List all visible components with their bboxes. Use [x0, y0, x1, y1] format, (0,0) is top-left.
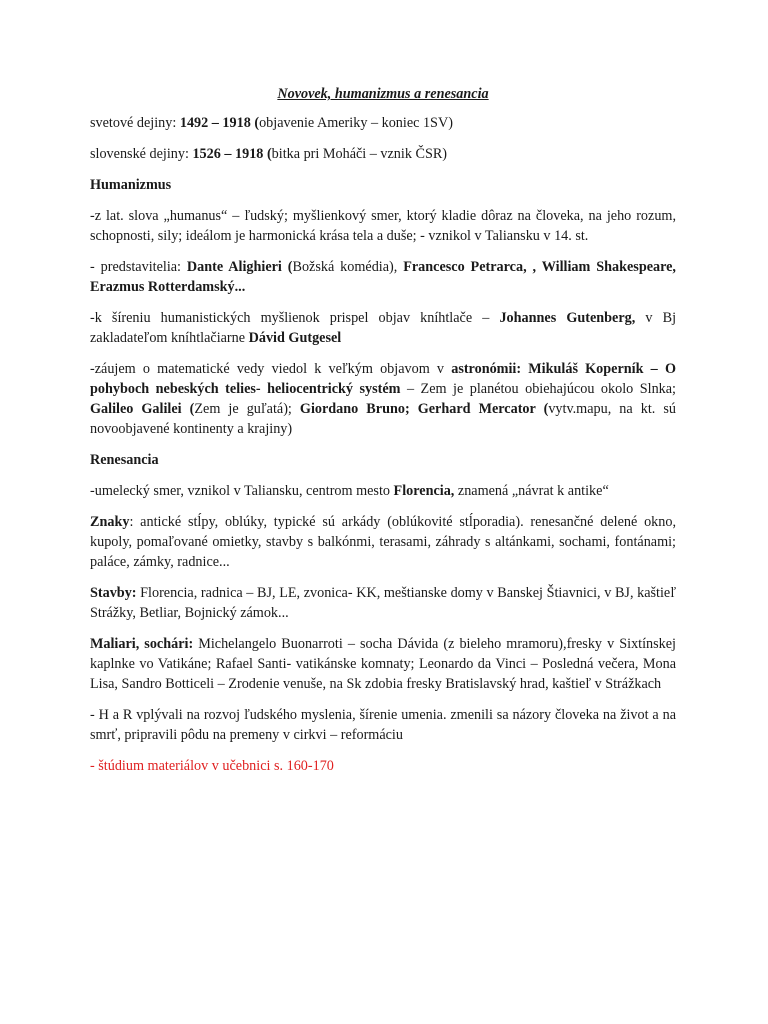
- slovak-history-paren: (: [263, 146, 272, 162]
- other-representatives: Francesco Petrarca, , William Shakespeare, Erazmus Rotterdamský...: [90, 259, 676, 295]
- buildings-text: Florencia, radnica – BJ, LE, zvonica- KK, meštianske domy v Banskej Štiavnici, v BJ, kaštieľ Strážky, Betliar, Bojnický zámok...: [90, 585, 676, 621]
- humanism-definition: -z lat. slova „humanus“ – ľudský; myšlienkový smer, ktorý kladie dôraz na človeka, na jeho rozum, schopnosti, sily; ideálom je harmonická krása tela a duše; - vznikol v Taliansku v 14. st.: [90, 208, 676, 244]
- world-history-text: objavenie Ameriky – koniec 1SV): [259, 115, 453, 131]
- world-history-years: 1492 – 1918: [179, 115, 251, 131]
- world-history-line: [90, 113, 676, 133]
- painters-paragraph: [90, 634, 676, 694]
- renaissance-heading: [90, 450, 676, 470]
- painters-text: Michelangelo Buonarroti – socha Dávida (z bieleho mramoru),fresky v Sixtínskej kaplnke vo Vatikáne; Rafael Santi- vatikánske komnaty; Leonardo da Vinci – Posledná večera, Mona Lisa, Sandro Botticeli – Zrodenie venuše, na Sk zdobia fresky Bratislavský hrad, kaštieľ v Strážkach: [90, 636, 676, 692]
- signs-paragraph: [90, 512, 676, 572]
- renaissance-definition: [90, 481, 676, 501]
- renaissance-heading-text: Renesancia: [90, 452, 159, 468]
- slovak-history-years: 1526 – 1918: [192, 146, 264, 162]
- science-prefix: -záujem o matematické vedy viedol k veľkým objavom v: [90, 361, 452, 377]
- representatives-prefix: - predstavitelia:: [90, 259, 187, 275]
- astronomy-copernicus: astronómii: Mikuláš Koperník – O pohyboch nebeských telies- heliocentrický systém: [90, 361, 676, 397]
- dante-work: Božská komédia),: [292, 259, 404, 275]
- painters-label: Maliari, sochári:: [90, 636, 194, 652]
- humanism-heading: [90, 175, 676, 195]
- science-paragraph: [90, 359, 676, 439]
- humanism-representatives: [90, 257, 676, 297]
- humanism-heading-text: Humanizmus: [90, 177, 172, 193]
- gutenberg-name: Johannes Gutenberg,: [499, 310, 636, 326]
- gutgesel-name: Dávid Gutgesel: [248, 330, 342, 346]
- slovak-history-line: [90, 144, 676, 164]
- signs-text: : antické stĺpy, oblúky, typické sú arkády (oblúkovité stĺporadia). renesančné delené okno, kupoly, pomaľované omietky, stavby s balkónmi, terasami, záhrady s altánkami, sochami, fontánami; paláce, zámky, radnice...: [90, 514, 676, 570]
- renaissance-def-prefix: -umelecký smer, vznikol v Taliansku, centrom mesto: [90, 483, 394, 499]
- printing-prefix: -k šíreniu humanistických myšlienok prispel objav kníhtlače –: [90, 310, 500, 326]
- dante-name: Dante Alighieri (: [186, 259, 293, 275]
- renaissance-def-suffix: znamená „návrat k antike“: [454, 483, 609, 499]
- science-earth: – Zem je planétou obiehajúcou okolo Slnka;: [400, 381, 676, 397]
- document-body: [90, 84, 676, 787]
- printing-middle: v Bj zakladateľom kníhtlačiarne: [90, 310, 677, 346]
- signs-label: Znaky: [90, 514, 130, 530]
- document-title: Novovek, humanizmus a renesancia: [277, 86, 489, 102]
- impact-paragraph: - H a R vplývali na rozvoj ľudského myslenia, šírenie umenia. zmenili sa názory človeka na život a na smrť, pripravili pôdu na premeny v cirkvi – reformáciu: [90, 707, 676, 743]
- buildings-paragraph: [90, 583, 676, 623]
- galileo-text: Zem je guľatá);: [194, 401, 300, 417]
- galileo-name: Galileo Galilei (: [90, 401, 195, 417]
- buildings-label: Stavby:: [90, 585, 137, 601]
- world-history-paren: (: [250, 115, 260, 131]
- slovak-history-text: bitka pri Moháči – vznik ČSR): [271, 146, 448, 162]
- bruno-mercator-names: Giordano Bruno; Gerhard Mercator (: [299, 401, 549, 417]
- mercator-text: vytv.mapu, na kt. sú novoobjavené kontinenty a krajiny): [90, 401, 676, 437]
- study-note: - štúdium materiálov v učebnici s. 160-170: [90, 758, 334, 774]
- florencia-name: Florencia,: [393, 483, 455, 499]
- world-history-label: svetové dejiny:: [90, 115, 180, 131]
- slovak-history-label: slovenské dejiny:: [90, 146, 193, 162]
- printing-paragraph: [90, 308, 676, 348]
